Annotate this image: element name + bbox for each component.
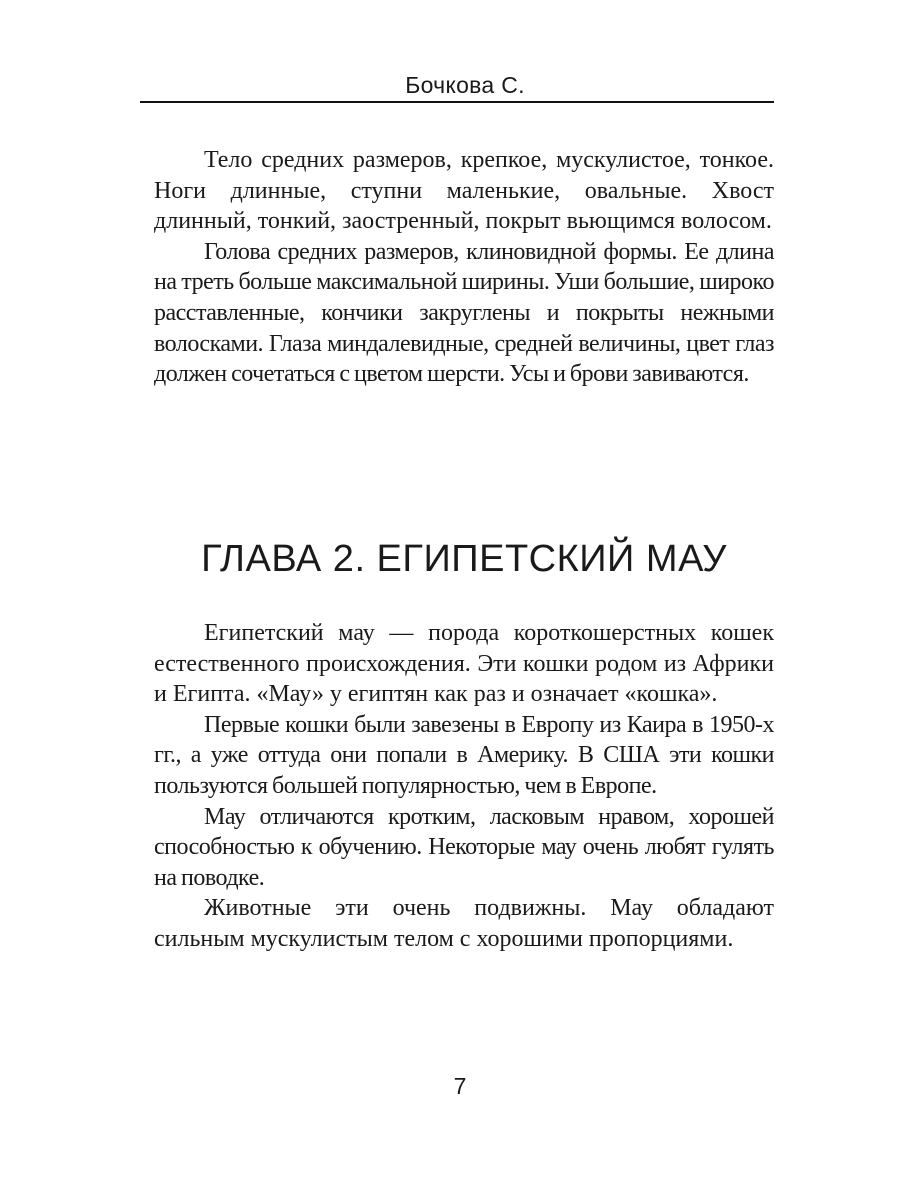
paragraph: Мау отличаются кротким, ласковым нравом, хорошей способностью к обучению. Некоторые мау очень любят гулять на поводке.	[154, 803, 774, 891]
running-header-author: Бочкова С.	[405, 72, 525, 98]
header-rule	[140, 101, 774, 103]
section-1-text	[154, 145, 774, 390]
page-number: 7	[453, 1073, 467, 1099]
paragraph: Голова средних размеров, клиновидной формы. Ее длина на треть больше максимальной ширины. Уши большие, широко расставленные, кончики закруглены и покрыты нежными волосками. Глаза миндалевидные, средней величины, цвет глаз должен сочетаться с цветом шерсти. Усы и брови завиваются.	[154, 238, 774, 388]
paragraph: Первые кошки были завезены в Европу из Каира в 1950-х гг., а уже оттуда они попали в Америку. В США эти кошки пользуются большей популярностью, чем в Европе.	[154, 711, 774, 799]
section-2-text	[154, 618, 774, 955]
paragraph: Тело средних размеров, крепкое, мускулистое, тонкое. Ноги длинные, ступни маленькие, овальные. Хвост длинный, тонкий, заостренный, покрыт вьющимся волосом.	[154, 147, 774, 235]
chapter-title: ГЛАВА 2. ЕГИПЕТСКИЙ МАУ	[201, 538, 727, 580]
paragraph: Египетский мау — порода короткошерстных кошек естественного происхождения. Эти кошки родом из Африки и Египта. «Мау» у египтян как раз и означает «кошка».	[154, 620, 774, 708]
paragraph: Животные эти очень подвижны. Мау обладают сильным мускулистым телом с хорошими пропорциями.	[154, 895, 774, 952]
